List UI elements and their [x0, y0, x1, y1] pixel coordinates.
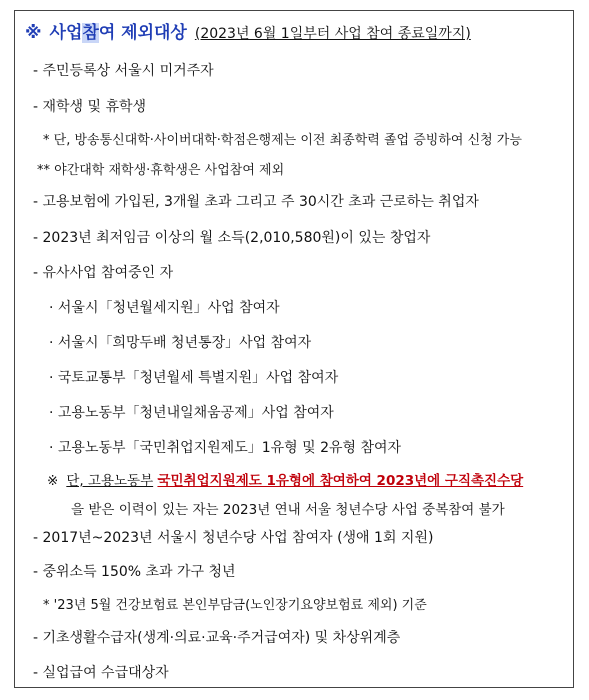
title-highlight: 참	[82, 23, 99, 43]
item-prior-participants: - 2017년~2023년 서울시 청년수당 사업 참여자 (생애 1회 지원)	[33, 530, 434, 546]
note-night-school: ** 야간대학 재학생·휴학생은 사업참여 제외	[37, 163, 285, 178]
warning-line-1: ※ 단, 고용노동부 국민취업지원제도 1유형에 참여하여 2023년에 구직촉진수당	[47, 473, 524, 489]
sub-item-special-rent: · 국토교통부「청년월세 특별지원」사업 참여자	[49, 370, 339, 386]
warning-mark: ※	[47, 473, 59, 489]
sub-item-employment-support: · 고용노동부「국민취업지원제도」1유형 및 2유형 참여자	[49, 440, 402, 456]
item-income-limit: - 중위소득 150% 초과 가구 청년	[33, 564, 236, 580]
warning-line-2: 을 받은 이력이 있는 자는 2023년 연내 서울 청년수당 사업 중복참여 불가	[71, 502, 505, 518]
item-entrepreneur: - 2023년 최저임금 이상의 월 소득(2,010,580원)이 있는 창업자	[33, 230, 431, 246]
item-welfare-recipients: - 기초생활수급자(생계·의료·교육·주거급여자) 및 차상위계층	[33, 630, 401, 646]
note-health-insurance: * '23년 5월 건강보험료 본인부담금(노인장기요양보험료 제외) 기준	[43, 598, 427, 613]
sub-item-rent-support: · 서울시「청년월세지원」사업 참여자	[49, 300, 280, 316]
sub-item-hope-account: · 서울시「희망두배 청년통장」사업 참여자	[49, 335, 312, 351]
item-unemployment-benefit: - 실업급여 수급대상자	[33, 665, 169, 681]
title-period: (2023년 6월 1일부터 사업 참여 종료일까지)	[194, 26, 471, 42]
sub-item-tomorrow-fund: · 고용노동부「청년내일채움공제」사업 참여자	[49, 405, 334, 421]
exclusion-box	[14, 10, 574, 688]
title-main: 사업참여 제외대상	[49, 23, 187, 43]
warning-emphasis: 국민취업지원제도 1유형에 참여하여 2023년에 구직촉진수당	[157, 473, 524, 489]
item-students: - 재학생 및 휴학생	[33, 99, 147, 115]
item-similar-programs: - 유사사업 참여중인 자	[33, 265, 174, 281]
note-distance-learning: * 단, 방송통신대학·사이버대학·학점은행제는 이전 최종학력 졸업 증빙하여 신청 가능	[43, 133, 522, 148]
item-employed: - 고용보험에 가입된, 3개월 초과 그리고 주 30시간 초과 근로하는 취업자	[33, 194, 479, 210]
item-nonresident: - 주민등록상 서울시 미거주자	[33, 63, 214, 79]
reference-mark: ※	[25, 23, 42, 43]
section-title	[25, 23, 471, 44]
